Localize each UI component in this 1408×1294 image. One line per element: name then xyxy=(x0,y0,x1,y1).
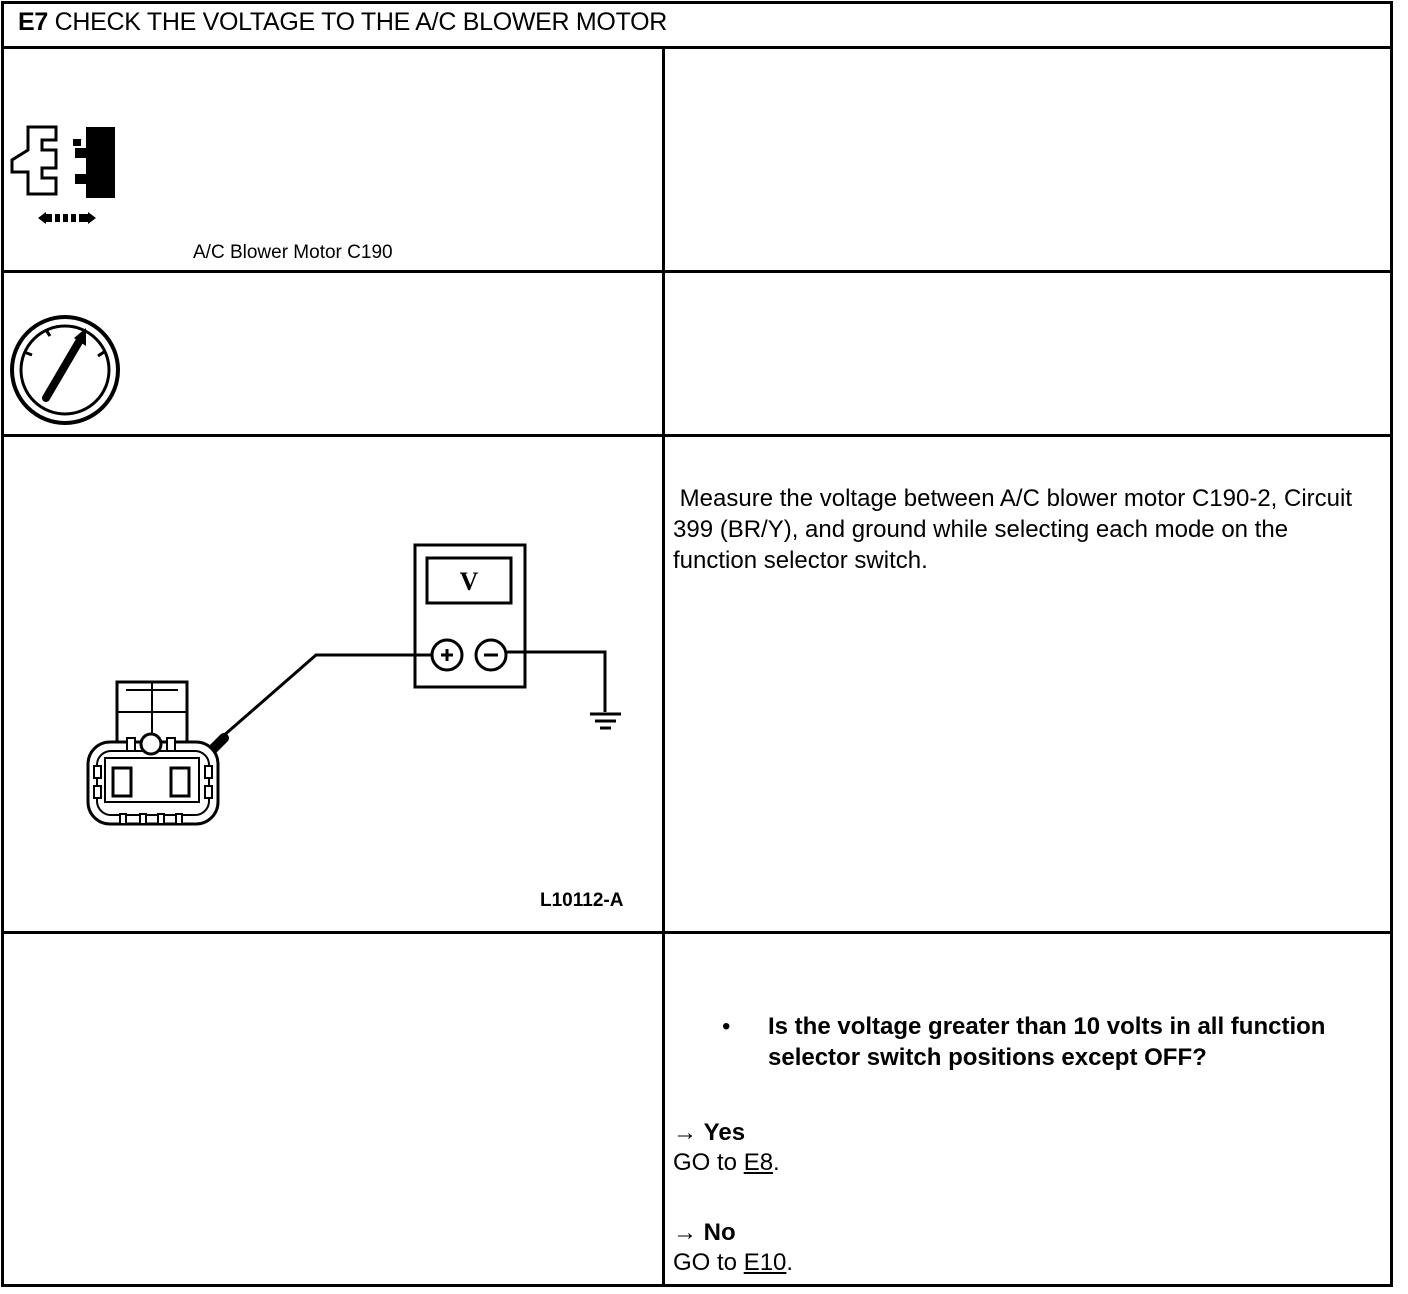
measure-instruction: Measure the voltage between A/C blower motor C190-2, Circuit 399 (BR/Y), and ground while selecting each mode on the function selector switch. xyxy=(673,485,1359,574)
meter-label: V xyxy=(459,567,479,596)
link-e8[interactable]: E8 xyxy=(743,1149,774,1176)
row-divider xyxy=(1,931,1393,934)
answer-end: . xyxy=(786,1249,794,1276)
answer-yes xyxy=(673,1118,780,1178)
answer-end: . xyxy=(773,1149,780,1176)
connector-caption: A/C Blower Motor C190 xyxy=(193,242,393,263)
answer-action: GO to xyxy=(673,1249,744,1276)
column-divider xyxy=(662,46,665,1286)
link-e10[interactable]: E10 xyxy=(743,1249,787,1276)
answer-label: Yes xyxy=(703,1119,746,1146)
step-id: E7 xyxy=(18,8,48,36)
arrow-icon: → xyxy=(673,1219,697,1246)
question-text: Is the voltage greater than 10 volts in all function selector switch positions except OFF? xyxy=(768,1013,1326,1071)
answer-label: No xyxy=(703,1219,736,1246)
answer-no xyxy=(673,1218,793,1278)
answer-action: GO to xyxy=(673,1149,744,1176)
figure-id: L10112-A xyxy=(540,890,624,911)
step-title-text: CHECK THE VOLTAGE TO THE A/C BLOWER MOTOR xyxy=(54,8,667,36)
arrow-icon: → xyxy=(673,1119,697,1146)
question-bullet: • xyxy=(722,1013,731,1040)
voltmeter-diagram xyxy=(0,0,660,930)
